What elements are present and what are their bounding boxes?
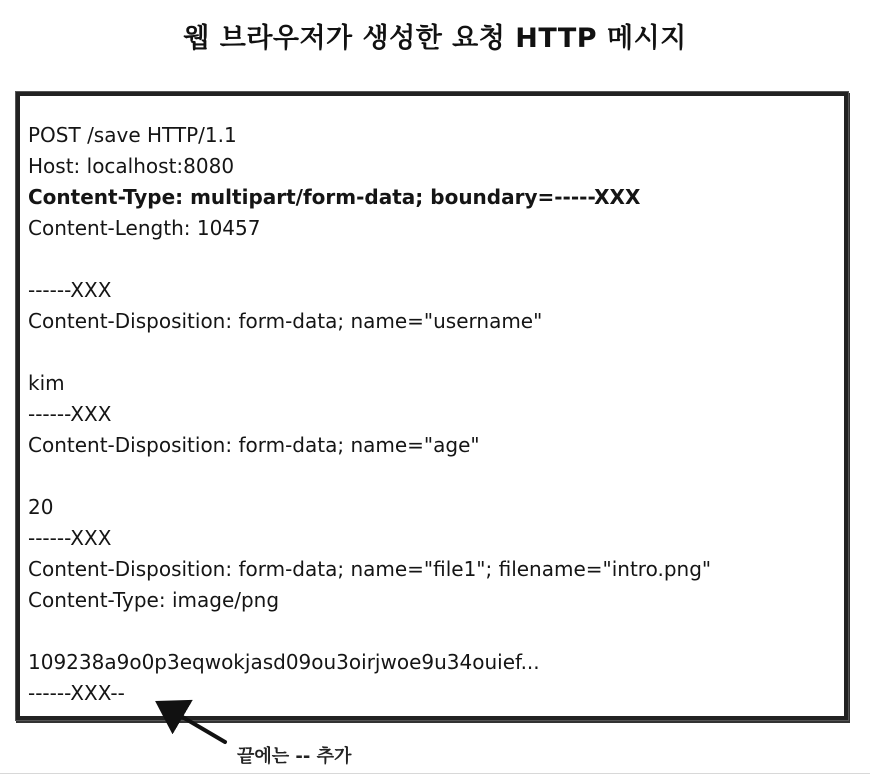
http-message-lines bbox=[28, 120, 711, 709]
boundary-line: ------XXX bbox=[28, 526, 112, 550]
blank-line bbox=[28, 244, 711, 275]
age-value: 20 bbox=[28, 495, 54, 519]
file-content-type-header: Content-Type: image/png bbox=[28, 588, 280, 612]
content-disposition-file: Content-Disposition: form-data; name="file1"; filename="intro.png" bbox=[28, 557, 712, 581]
http-message-box bbox=[16, 92, 848, 720]
content-disposition-username: Content-Disposition: form-data; name="username" bbox=[28, 309, 543, 333]
blank-line bbox=[28, 337, 711, 368]
boundary-line: ------XXX bbox=[28, 402, 112, 426]
username-value: kim bbox=[28, 371, 65, 395]
content-type-header: Content-Type: multipart/form-data; boundary=-----XXX bbox=[28, 185, 641, 209]
divider bbox=[0, 773, 870, 774]
page-title: 웹 브라우저가 생성한 요청 HTTP 메시지 bbox=[183, 23, 687, 54]
blank-line bbox=[28, 461, 711, 492]
request-line: POST /save HTTP/1.1 bbox=[28, 123, 237, 147]
file-binary-data: 109238a9o0p3eqwokjasd09ou3oirjwoe9u34ouief... bbox=[28, 650, 540, 674]
content-length-header: Content-Length: 10457 bbox=[28, 216, 261, 240]
blank-line bbox=[28, 616, 711, 647]
boundary-line: ------XXX bbox=[28, 278, 112, 302]
closing-boundary-annotation: 끝에는 -- 추가 bbox=[237, 746, 352, 767]
closing-boundary-line: ------XXX-- bbox=[28, 681, 125, 705]
content-disposition-age: Content-Disposition: form-data; name="age" bbox=[28, 433, 480, 457]
host-header: Host: localhost:8080 bbox=[28, 154, 235, 178]
